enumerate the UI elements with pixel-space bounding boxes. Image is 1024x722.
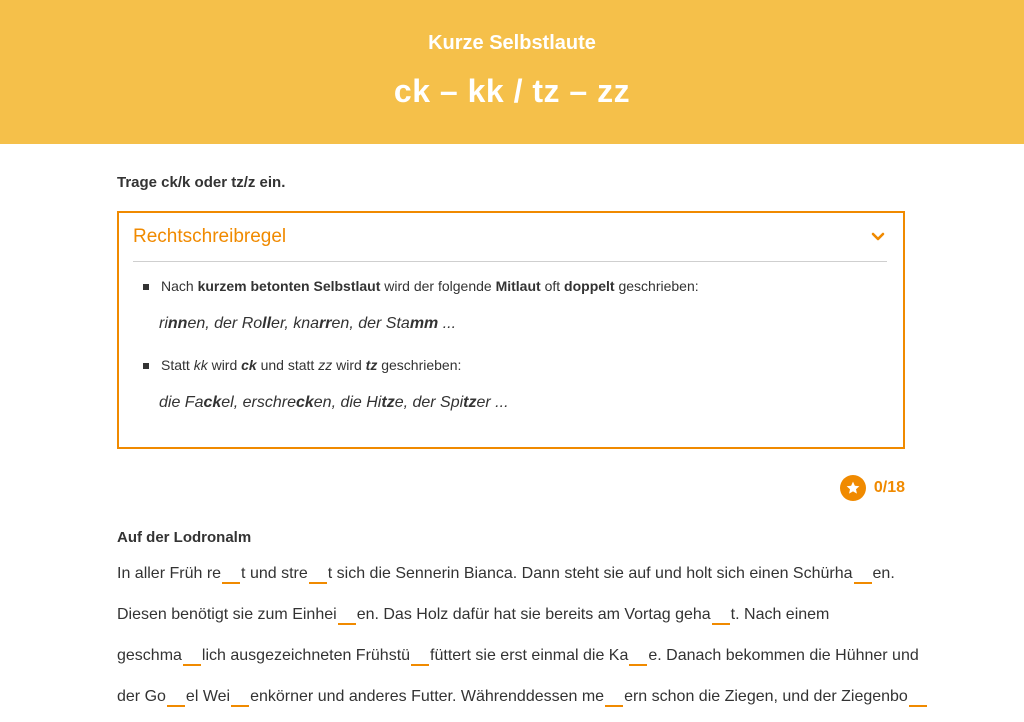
task-instruction: Trage ck/k oder tz/z ein. <box>117 174 286 191</box>
chevron-down-icon[interactable] <box>869 228 887 246</box>
exercise-line-1: In aller Früh re t und stre t sich die Sennerin Bianca. Dann steht sie auf und holt sich einen Schürha en. <box>117 560 905 587</box>
rule-example-1: rinnen, der Roller, knarren, der Stamm ... <box>159 315 457 332</box>
rule-title: Rechtschreibregel <box>133 226 287 247</box>
gap-input[interactable] <box>411 644 429 666</box>
exercise-line-2: Diesen benötigt sie zum Einhei en. Das Holz dafür hat sie bereits am Vortag geha t. Nach einem <box>117 601 905 628</box>
gap-input[interactable] <box>183 644 201 666</box>
gap-input[interactable] <box>605 685 623 707</box>
gap-input[interactable] <box>309 562 327 584</box>
exercise-line-3: geschma lich ausgezeichneten Frühstü füttert sie erst einmal die Ka e. Danach bekommen die Hühner und <box>117 642 905 669</box>
gap-input[interactable] <box>167 685 185 707</box>
gap-input[interactable] <box>854 562 872 584</box>
gap-input[interactable] <box>222 562 240 584</box>
main-content <box>117 174 919 710</box>
gap-input[interactable] <box>338 603 356 625</box>
rule-example-2: die Fackel, erschrecken, die Hitze, der Spitzer ... <box>159 394 509 411</box>
gap-input[interactable] <box>712 603 730 625</box>
score-count: 0/18 <box>873 479 905 496</box>
rule-item-2 <box>133 357 887 373</box>
star-icon <box>840 475 866 501</box>
page-subtitle: Kurze Selbstlaute <box>428 32 596 54</box>
bullet-icon <box>143 363 149 369</box>
page-header <box>0 0 1024 144</box>
gap-input[interactable] <box>231 685 249 707</box>
exercise-line-4: der Go el Wei enkörner und anderes Futter. Währenddessen me ern schon die Ziegen, und der Ziegenbo <box>117 683 905 710</box>
rule-text-2: Statt kk wird ck und statt zz wird tz geschrieben: <box>161 357 462 373</box>
bullet-icon <box>143 284 149 290</box>
gap-input[interactable] <box>909 685 927 707</box>
score-display <box>117 475 905 501</box>
page-title: ck – kk / tz – zz <box>393 73 631 109</box>
exercise-title: Auf der Lodronalm <box>117 529 252 546</box>
rule-text-1: Nach kurzem betonten Selbstlaut wird der folgende Mitlaut oft doppelt geschrieben: <box>161 278 699 294</box>
rule-panel-toggle[interactable] <box>133 213 887 262</box>
gap-input[interactable] <box>629 644 647 666</box>
rule-panel <box>117 211 905 449</box>
rule-item-1 <box>133 278 887 294</box>
